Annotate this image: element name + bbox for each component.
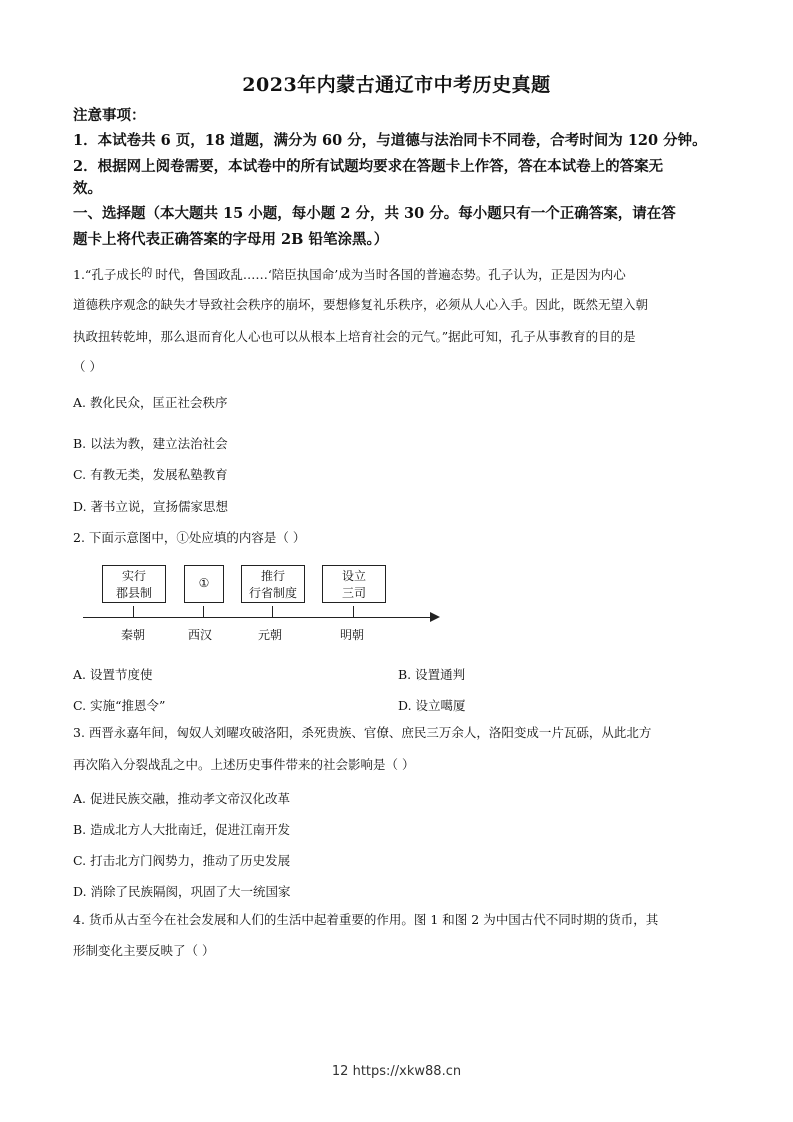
q3-option-d[interactable]: D. 消除了民族隔阂，巩固了大一统国家 <box>73 884 291 899</box>
page-title: 2023年内蒙古通辽市中考历史真题 <box>242 74 551 96</box>
notice-item-1: 1．本试卷共 6 页，18 道题，满分为 60 分，与道德与法治同卡不同卷，合考时间为 120 分钟。 <box>73 132 707 149</box>
diagram-box-yuan-line-2: 行省制度 <box>248 586 297 600</box>
diagram-tick-yuan <box>272 606 273 617</box>
diagram-era-yuan: 元朝 <box>258 628 283 642</box>
q2-stem: 2. 下面示意图中，①处应填的内容是（ ） <box>73 530 306 545</box>
q2-option-c[interactable]: C. 实施“推恩令” <box>73 698 166 713</box>
q1-stem-pre: 1.“孔子成长 <box>73 267 142 282</box>
q1-stem-line-1 <box>73 260 626 290</box>
diagram-tick-ming <box>353 606 354 617</box>
diagram-era-qin: 秦朝 <box>121 628 146 642</box>
diagram-axis-arrow-icon <box>430 612 440 622</box>
q4-stem-line-2: 形制变化主要反映了（ ） <box>73 943 215 958</box>
notice-item-2-line-2: 效。 <box>73 180 102 197</box>
diagram-box-ming-line-2: 三司 <box>341 586 366 600</box>
page-footer: 12 https://xkw88.cn <box>331 1064 462 1079</box>
diagram-box-western-han <box>184 565 224 603</box>
q1-stem-post: 时代，鲁国政乱……‘陪臣执国命’成为当时各国的普遍态势。孔子认为，正是因为内心 <box>155 267 626 282</box>
q1-stem-line-2: 道德秩序观念的缺失才导致社会秩序的崩坏，要想修复礼乐秩序，必须从人心入手。因此，既然无望入朝 <box>73 297 649 312</box>
q3-option-c[interactable]: C. 打击北方门阀势力，推动了历史发展 <box>73 853 291 868</box>
q1-stem-ruby: 的 <box>141 266 153 279</box>
diagram-era-ming: 明朝 <box>340 628 365 642</box>
q1-option-c[interactable]: C. 有教无类，发展私塾教育 <box>73 467 228 482</box>
q1-option-a[interactable]: A. 教化民众，匡正社会秩序 <box>73 395 228 410</box>
section-1-heading-line-1: 一、选择题（本大题共 15 小题，每小题 2 分，共 30 分。每小题只有一个正确答案，请在答 <box>73 205 676 222</box>
q3-stem-line-1: 3. 西晋永嘉年间，匈奴人刘曜攻破洛阳，杀死贵族、官僚、庶民三万余人，洛阳变成一片瓦砾，从此北方 <box>73 725 652 740</box>
q2-timeline-diagram <box>78 560 448 650</box>
diagram-box-qin-line-1: 实行 <box>121 569 146 583</box>
q3-option-b[interactable]: B. 造成北方人大批南迁，促进江南开发 <box>73 822 291 837</box>
notice-heading: 注意事项： <box>73 107 146 124</box>
diagram-box-yuan <box>241 565 305 603</box>
diagram-box-ming <box>322 565 386 603</box>
diagram-time-axis <box>83 617 438 618</box>
q2-option-b[interactable]: B. 设置通判 <box>398 667 466 682</box>
q1-option-b[interactable]: B. 以法为教，建立法治社会 <box>73 436 228 451</box>
q1-option-d[interactable]: D. 著书立说，宣扬儒家思想 <box>73 499 229 514</box>
diagram-box-qin-line-2: 郡县制 <box>115 586 152 600</box>
diagram-era-western-han: 西汉 <box>188 628 213 642</box>
diagram-box-yuan-line-1: 推行 <box>260 569 285 583</box>
q3-stem-line-2: 再次陷入分裂战乱之中。上述历史事件带来的社会影响是（ ） <box>73 757 415 772</box>
diagram-box-qin <box>102 565 166 603</box>
diagram-tick-qin <box>133 606 134 617</box>
q3-option-a[interactable]: A. 促进民族交融，推动孝文帝汉化改革 <box>73 791 290 806</box>
diagram-box-western-han-label: ① <box>198 576 210 590</box>
diagram-box-ming-line-1: 设立 <box>341 569 366 583</box>
section-1-heading-line-2: 题卡上将代表正确答案的字母用 2B 铅笔涂黑。） <box>73 231 389 248</box>
diagram-tick-western-han <box>203 606 204 617</box>
q1-stem-line-3: 执政扭转乾坤，那么退而育化人心也可以从根本上培育社会的元气。”据此可知，孔子从事教育的目的是 <box>73 329 636 344</box>
q2-option-d[interactable]: D. 设立噶厦 <box>398 698 466 713</box>
notice-item-2-line-1: 2．根据网上阅卷需要，本试卷中的所有试题均要求在答题卡上作答，答在本试卷上的答案无 <box>73 158 664 175</box>
q2-option-a[interactable]: A. 设置节度使 <box>73 667 153 682</box>
q4-stem-line-1: 4. 货币从古至今在社会发展和人们的生活中起着重要的作用。图 1 和图 2 为中国古代不同时期的货币，其 <box>73 912 659 927</box>
q1-answer-blank: （ ） <box>73 359 102 374</box>
